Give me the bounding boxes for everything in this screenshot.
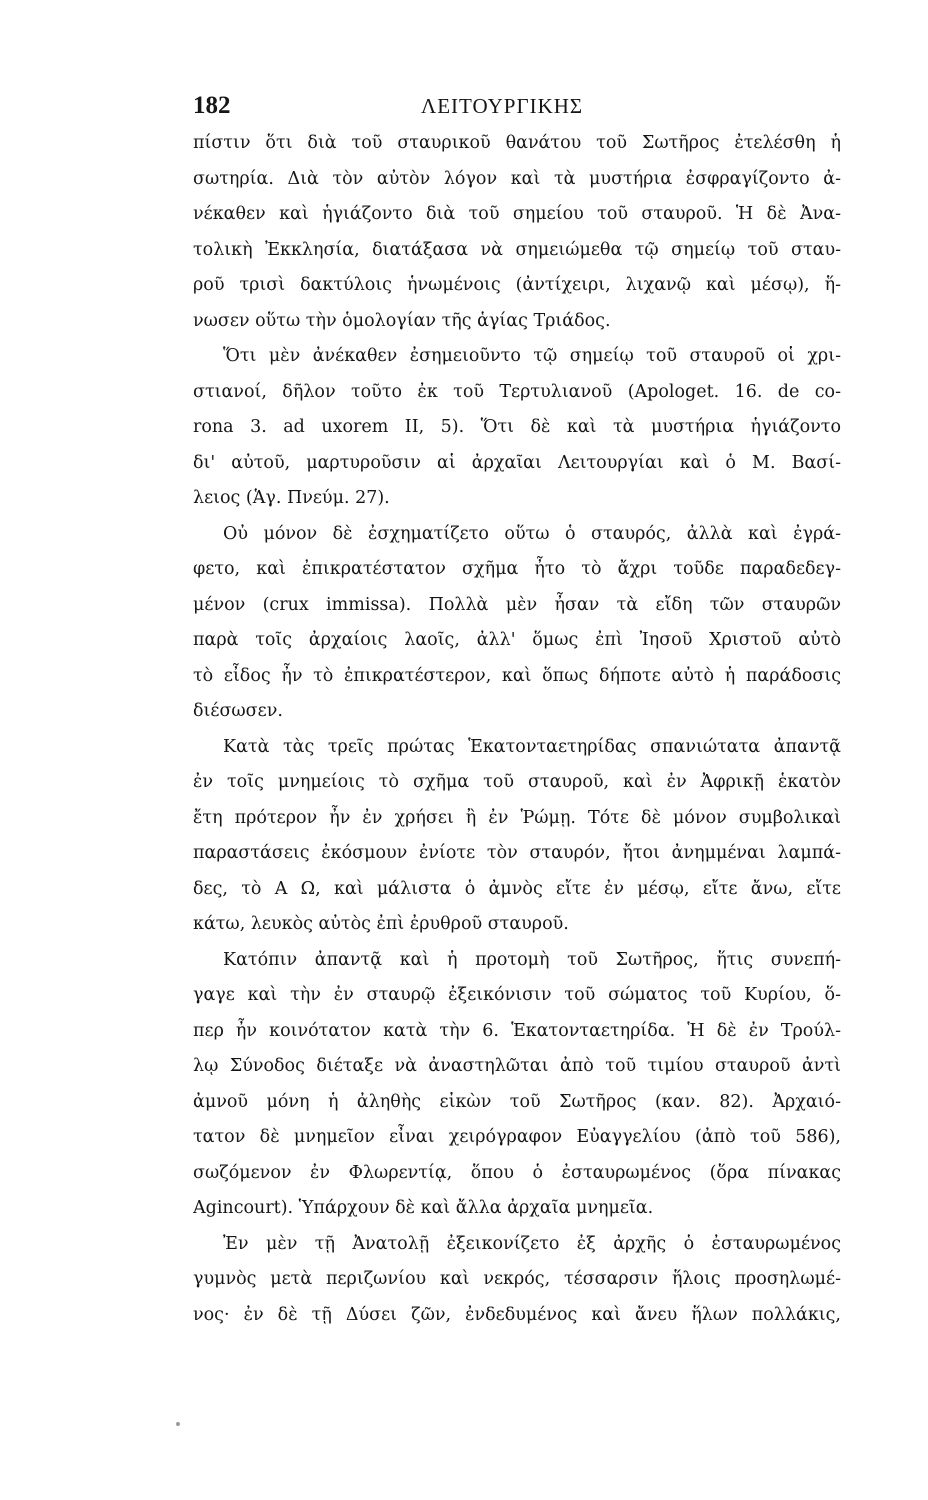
text-line: σωτηρία. Διὰ τὸν αὐτὸν λόγον καὶ τὰ μυστήρια ἐσφραγίζοντο ἀ- xyxy=(193,168,841,189)
text-line: τολικὴ Ἐκκλησία, διατάξασα νὰ σημειώμεθα τῷ σημείῳ τοῦ σταυ- xyxy=(193,239,841,260)
text-line: γαγε καὶ τὴν ἐν σταυρῷ ἐξεικόνισιν τοῦ σώματος τοῦ Κυρίου, ὅ- xyxy=(193,985,841,1005)
body-text xyxy=(193,126,841,1333)
text-line: ἔτη πρότερον ἦν ἐν χρήσει ἢ ἐν Ῥώμῃ. Τότε δὲ μόνον συμβολικαὶ xyxy=(193,807,841,828)
page-number: 182 xyxy=(193,92,231,119)
text-line: μένον (crux immissa). Πολλὰ μὲν ἦσαν τὰ εἴδη τῶν σταυρῶν xyxy=(193,594,841,615)
text-line: Ἐν μὲν τῇ Ἀνατολῇ ἐξεικονίζετο ἐξ ἀρχῆς ὁ ἐσταυρωμένος xyxy=(223,1233,841,1254)
text-line: rona 3. ad uxorem II, 5). Ὅτι δὲ καὶ τὰ μυστήρια ἡγιάζοντο xyxy=(193,417,841,437)
text-line: διέσωσεν. xyxy=(193,701,283,721)
text-line: στιανοί, δῆλον τοῦτο ἐκ τοῦ Τερτυλιανοῦ (Apologet. 16. de co- xyxy=(193,381,841,402)
text-line: φετο, καὶ ἐπικρατέστατον σχῆμα ἦτο τὸ ἄχρι τοῦδε παραδεδεγ- xyxy=(193,559,841,579)
text-line: τατον δὲ μνημεῖον εἶναι χειρόγραφον Εὐαγγελίου (ἀπὸ τοῦ 586), xyxy=(193,1127,841,1147)
text-line: πίστιν ὅτι διὰ τοῦ σταυρικοῦ θανάτου τοῦ Σωτῆρος ἐτελέσθη ἡ xyxy=(193,133,841,153)
text-line: δι' αὐτοῦ, μαρτυροῦσιν αἱ ἀρχαῖαι Λειτουργίαι καὶ ὁ Μ. Βασί- xyxy=(193,452,841,473)
text-line: παρὰ τοῖς ἀρχαίοις λαοῖς, ἀλλ' ὅμως ἐπὶ Ἰησοῦ Χριστοῦ αὐτὸ xyxy=(193,630,841,650)
text-line: νος· ἐν δὲ τῇ Δύσει ζῶν, ἐνδεδυμένος καὶ ἄνευ ἥλων πολλάκις, xyxy=(193,1304,841,1325)
running-title: ΛΕΙΤΟΥΡΓΙΚΗΣ xyxy=(421,94,584,118)
text-line: περ ἦν κοινότατον κατὰ τὴν 6. Ἑκατονταετηρίδα. Ἡ δὲ ἐν Τρούλ- xyxy=(193,1020,841,1041)
text-line: τὸ εἶδος ἦν τὸ ἐπικρατέστερον, καὶ ὅπως δήποτε αὐτὸ ἡ παράδοσις xyxy=(193,665,841,686)
text-line: δες, τὸ Α Ω, καὶ μάλιστα ὁ ἀμνὸς εἴτε ἐν μέσῳ, εἴτε ἄνω, εἴτε xyxy=(193,878,841,899)
text-line: νωσεν οὕτω τὴν ὁμολογίαν τῆς ἁγίας Τριάδος. xyxy=(193,310,611,331)
text-line: ροῦ τρισὶ δακτύλοις ἡνωμένοις (ἀντίχειρι, λιχανῷ καὶ μέσῳ), ἥ- xyxy=(193,275,841,295)
text-line: Ὅτι μὲν ἀνέκαθεν ἐσημειοῦντο τῷ σημείῳ τοῦ σταυροῦ οἱ χρι- xyxy=(223,346,841,366)
text-line: γυμνὸς μετὰ περιζωνίου καὶ νεκρός, τέσσαρσιν ἥλοις προσηλωμέ- xyxy=(193,1269,841,1289)
text-line: Κατὰ τὰς τρεῖς πρώτας Ἑκατονταετηρίδας σπανιώτατα ἀπαντᾷ xyxy=(223,736,841,757)
page-header xyxy=(193,92,833,126)
text-line: ἐν τοῖς μνημείοις τὸ σχῆμα τοῦ σταυροῦ, καὶ ἐν Ἀφρικῇ ἑκατὸν xyxy=(193,772,841,792)
text-line: νέκαθεν καὶ ἡγιάζοντο διὰ τοῦ σημείου τοῦ σταυροῦ. Ἡ δὲ Ἀνα- xyxy=(193,204,841,224)
text-line: λειος (Ἁγ. Πνεύμ. 27). xyxy=(193,488,390,508)
text-line: κάτω, λευκὸς αὐτὸς ἐπὶ ἐρυθροῦ σταυροῦ. xyxy=(193,914,569,934)
text-line: παραστάσεις ἐκόσμουν ἐνίοτε τὸν σταυρόν, ἤτοι ἀνημμέναι λαμπά- xyxy=(193,843,841,863)
text-line: σωζόμενον ἐν Φλωρεντίᾳ, ὅπου ὁ ἐσταυρωμένος (ὅρα πίνακας xyxy=(193,1162,841,1183)
text-line: Οὐ μόνον δὲ ἐσχηματίζετο οὕτω ὁ σταυρός, ἀλλὰ καὶ ἐγρά- xyxy=(223,523,841,544)
text-line: Κατόπιν ἀπαντᾷ καὶ ἡ προτομὴ τοῦ Σωτῆρος, ἥτις συνεπή- xyxy=(223,949,841,970)
paper-speck xyxy=(176,1422,180,1426)
text-line: ἀμνοῦ μόνη ἡ ἀληθὴς εἰκὼν τοῦ Σωτῆρος (καν. 82). Ἀρχαιό- xyxy=(193,1091,841,1112)
text-line: Agincourt). Ὑπάρχουν δὲ καὶ ἄλλα ἀρχαῖα μνημεῖα. xyxy=(193,1198,654,1218)
text-line: λῳ Σύνοδος διέταξε νὰ ἀναστηλῶται ἀπὸ τοῦ τιμίου σταυροῦ ἀντὶ xyxy=(193,1056,841,1076)
